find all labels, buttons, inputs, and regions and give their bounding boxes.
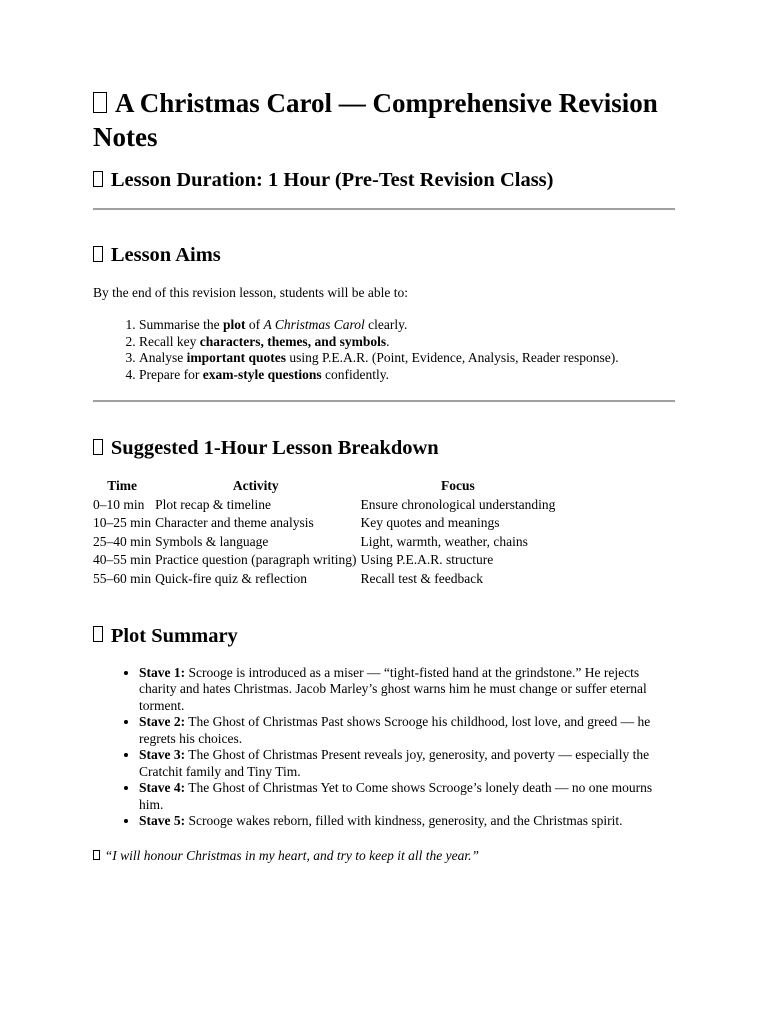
lesson-duration-text: Lesson Duration: 1 Hour (Pre-Test Revision Class) [110, 169, 554, 191]
lesson-duration-heading [93, 164, 675, 192]
activity-cell: Plot recap & timeline [155, 496, 271, 512]
list-item [139, 813, 675, 830]
activity-cell: Practice question (paragraph writing) [155, 552, 357, 568]
stave-label: Stave 4: [139, 780, 186, 796]
divider [93, 208, 675, 210]
closing-quote [93, 847, 675, 864]
table-row [91, 496, 557, 515]
column-header-focus: Focus [441, 478, 475, 493]
divider [93, 400, 675, 402]
table-row [91, 570, 557, 589]
document-content [93, 86, 675, 864]
list-item [139, 780, 675, 813]
stave-label: Stave 1: [139, 664, 186, 680]
focus-cell: Ensure chronological understanding [360, 496, 556, 512]
aim-item [139, 350, 675, 367]
aim-bold-text: plot [223, 317, 246, 332]
activity-cell: Character and theme analysis [155, 515, 314, 531]
lesson-aims-heading [93, 243, 675, 267]
aim-bold-text: characters, themes, and symbols [199, 333, 387, 349]
target-icon [93, 246, 103, 262]
plot-summary-heading-text: Plot Summary [110, 624, 238, 647]
clipboard-icon [93, 439, 103, 455]
clock-icon [93, 171, 103, 187]
lesson-breakdown-heading-text: Suggested 1-Hour Lesson Breakdown [110, 437, 439, 459]
closing-quote-text: “I will honour Christmas in my heart, and try to keep it all the year.” [104, 847, 479, 863]
table-row [91, 514, 557, 533]
stave-label: Stave 3: [139, 747, 186, 763]
aim-item [139, 317, 675, 334]
plot-summary-list [93, 665, 675, 830]
lesson-breakdown-table [91, 477, 557, 589]
stave-label: Stave 5: [139, 813, 186, 829]
lesson-breakdown-heading [93, 436, 675, 460]
column-header-time: Time [107, 478, 137, 493]
stave-text: Scrooge wakes reborn, filled with kindness, generosity, and the Christmas spirit. [185, 813, 623, 829]
plot-summary-heading [93, 624, 675, 648]
time-cell: 0–10 min [93, 496, 145, 512]
activity-cell: Quick-fire quiz & reflection [155, 570, 307, 586]
lesson-aims-heading-text: Lesson Aims [110, 244, 221, 266]
column-header-activity: Activity [232, 478, 279, 493]
page-title-text: A Christmas Carol — Comprehensive Revision Notes [93, 88, 658, 152]
time-cell: 10–25 min [93, 515, 152, 531]
time-cell: 55–60 min [93, 570, 152, 586]
aim-bold-text: exam-style questions [202, 366, 322, 382]
lesson-aims-intro: By the end of this revision lesson, students will be able to: [93, 285, 408, 300]
aim-text: . [386, 333, 390, 349]
table-row [91, 533, 557, 552]
aim-text: using P.E.A.R. (Point, Evidence, Analysis, Reader response). [286, 350, 619, 365]
book-icon [93, 92, 107, 113]
focus-cell: Key quotes and meanings [360, 515, 500, 531]
lesson-aims-list [93, 317, 675, 383]
aim-bold-text: important quotes [186, 350, 287, 365]
list-item [139, 665, 675, 715]
activity-cell: Symbols & language [155, 533, 269, 549]
stave-label: Stave 2: [139, 714, 186, 730]
stave-text: The Ghost of Christmas Past shows Scrooge his childhood, lost love, and greed — he regrets his choices. [139, 714, 651, 746]
list-item [139, 714, 675, 747]
aim-item [139, 367, 675, 384]
aim-item [139, 334, 675, 351]
table-row [91, 551, 557, 570]
list-item [139, 747, 675, 780]
aim-text: Prepare for [139, 366, 203, 382]
aim-italic-title: A Christmas Carol [263, 317, 365, 332]
stave-text: The Ghost of Christmas Yet to Come shows Scrooge’s lonely death — no one mourns him. [139, 780, 653, 812]
aim-text: of [245, 317, 264, 332]
page-title [93, 86, 675, 154]
speech-bubble-icon [93, 850, 100, 861]
time-cell: 40–55 min [93, 552, 152, 568]
focus-cell: Using P.E.A.R. structure [360, 552, 494, 568]
aim-text: confidently. [321, 366, 389, 382]
focus-cell: Light, warmth, weather, chains [360, 533, 528, 549]
aim-text: Recall key [139, 333, 200, 349]
aim-text: Analyse [139, 350, 187, 365]
stave-text: Scrooge is introduced as a miser — “tight-fisted hand at the grindstone.” He rejects charity and hates Christmas. Jacob Marley’s ghost warns him he must change or suffer eternal torment. [139, 664, 647, 713]
stave-text: The Ghost of Christmas Present reveals joy, generosity, and poverty — especially the Cratchit family and Tiny Tim. [139, 747, 650, 779]
focus-cell: Recall test & feedback [360, 570, 484, 586]
aim-text: Summarise the [139, 317, 223, 332]
scroll-icon [93, 626, 103, 642]
time-cell: 25–40 min [93, 533, 152, 549]
aim-text: clearly. [364, 317, 408, 332]
table-header-row [91, 477, 557, 496]
